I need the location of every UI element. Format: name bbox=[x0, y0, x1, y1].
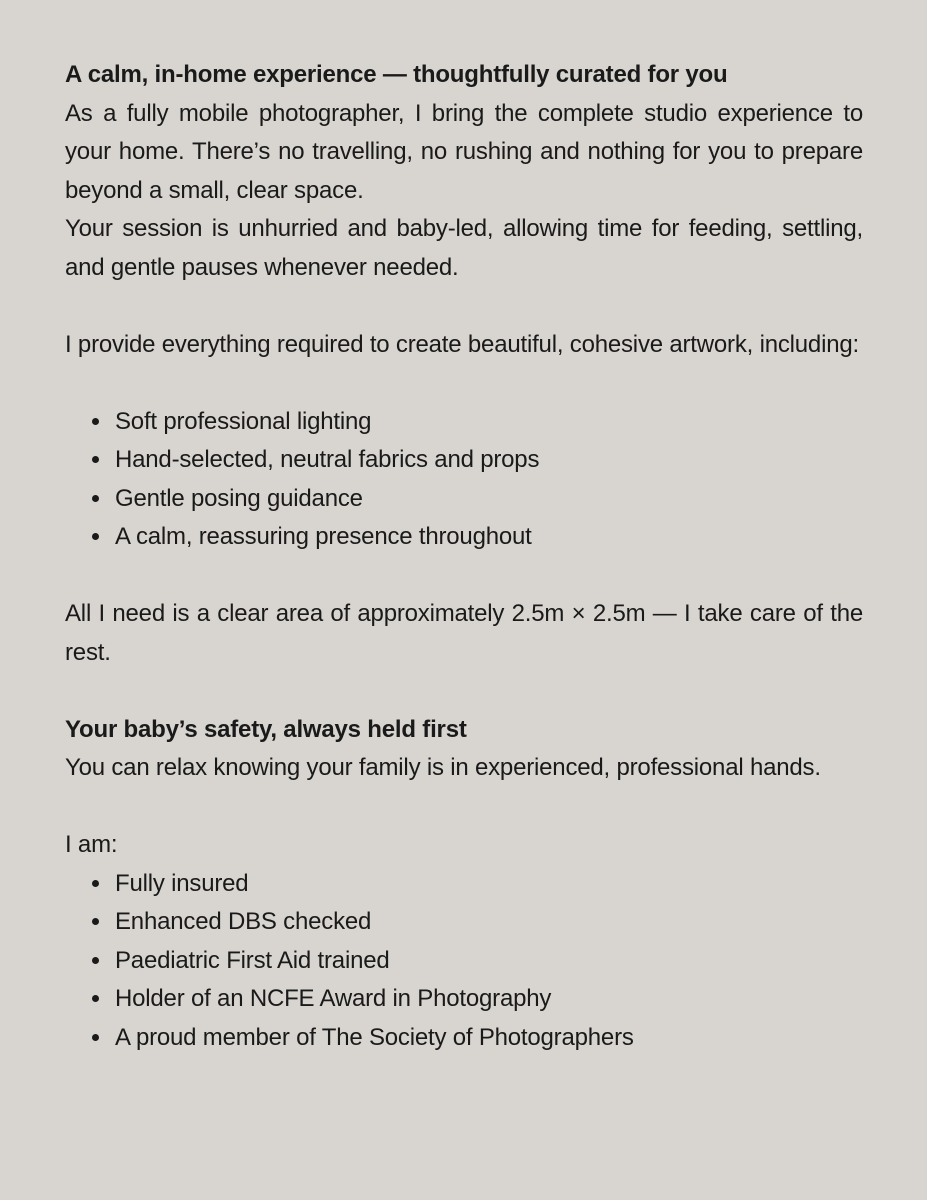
spacer bbox=[65, 364, 863, 403]
list-item: • Enhanced DBS checked bbox=[113, 903, 863, 942]
list-item: • A calm, reassuring presence throughout bbox=[113, 518, 863, 557]
list-item: • Holder of an NCFE Award in Photography bbox=[113, 980, 863, 1019]
credentials-intro: I am: bbox=[65, 831, 118, 858]
safety-section-heading: Your baby’s safety, always held first bbox=[65, 715, 467, 743]
space-requirement-paragraph: All I need is a clear area of approximately 2.5m × 2.5m — I take care of the rest. bbox=[65, 600, 863, 666]
list-item: • Soft professional lighting bbox=[113, 403, 863, 442]
list-item: • Gentle posing guidance bbox=[113, 480, 863, 519]
spacer bbox=[65, 672, 863, 711]
list-item: • Fully insured bbox=[113, 865, 863, 904]
provide-intro-paragraph: I provide everything required to create beautiful, cohesive artwork, including: bbox=[65, 330, 859, 358]
list-item: • Paediatric First Aid trained bbox=[113, 942, 863, 981]
experience-paragraph-1: As a fully mobile photographer, I bring the complete studio experience to your home. There’s no travelling, no rushing and nothing for you to prepare beyond a small, clear space. bbox=[65, 99, 863, 204]
experience-paragraph-2: Your session is unhurried and baby-led, allowing time for feeding, settling, and gentle pauses whenever needed. bbox=[65, 215, 863, 281]
list-item: • Hand-selected, neutral fabrics and props bbox=[113, 441, 863, 480]
provide-bullet-list bbox=[65, 403, 863, 557]
safety-paragraph: You can relax knowing your family is in experienced, professional hands. bbox=[65, 754, 821, 781]
credentials-bullet-list bbox=[65, 865, 863, 1058]
list-item: • A proud member of The Society of Photographers bbox=[113, 1019, 863, 1058]
experience-section-heading: A calm, in-home experience — thoughtfully curated for you bbox=[65, 61, 728, 88]
spacer bbox=[65, 287, 863, 326]
spacer bbox=[65, 788, 863, 827]
spacer bbox=[65, 557, 863, 596]
